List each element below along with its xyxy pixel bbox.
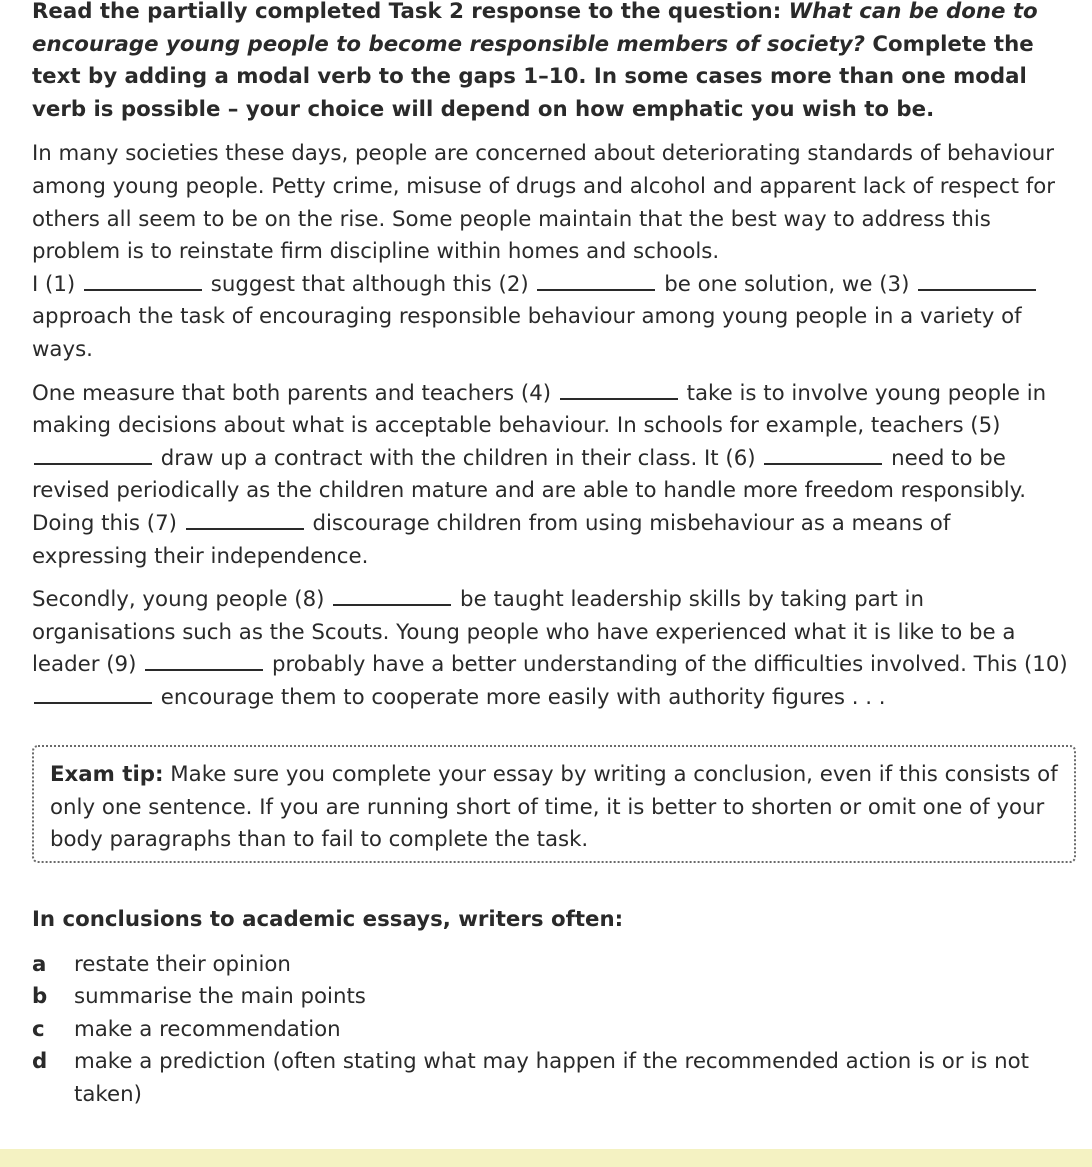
instructions-rest: Complete the text by adding a modal verb to the gaps 1–10. In some cases more than one modal verb is possible – your choice will depend on how emphatic you wish to be. — [32, 31, 1034, 122]
essay-question: What can be done to encourage young people to become responsible members of society? — [32, 0, 1038, 57]
exam-tip-text: Make sure you complete your essay by writing a conclusion, even if this consists of only one sentence. If you are running short of time, it is better to shorten or omit one of your body paragraphs than to fail to complete the task. — [50, 762, 1058, 853]
essay-text: discourage children from using misbehaviour as a means of expressing their independence. — [32, 510, 951, 569]
essay-paragraph-1 — [32, 138, 1072, 366]
item-text: restate their opinion — [74, 951, 291, 977]
item-letter: b — [32, 984, 48, 1010]
list-item — [32, 1046, 1072, 1111]
gap-8[interactable] — [333, 604, 451, 606]
page — [32, 0, 1072, 1107]
gap-5[interactable] — [34, 463, 152, 465]
bottom-color-band — [0, 1149, 1092, 1167]
essay-text: take is to involve young people in making decisions about what is acceptable behaviour. In schools for example, teachers (5) — [32, 380, 1047, 439]
list-item — [32, 1014, 1072, 1047]
essay-text: One measure that both parents and teachers (4) — [32, 380, 552, 406]
gap-6[interactable] — [764, 463, 882, 465]
essay-text: be one solution, we (3) — [664, 271, 910, 297]
item-letter: c — [32, 1016, 45, 1042]
essay-text: be taught leadership skills by taking part in organisations such as the Scouts. Young people who have experienced what it is like to be a leader (9) — [32, 587, 1016, 678]
gap-9[interactable] — [145, 669, 263, 671]
essay-paragraph-3 — [32, 584, 1072, 714]
list-item — [32, 949, 1072, 982]
gap-2[interactable] — [537, 289, 655, 291]
essay-text: draw up a contract with the children in their class. It (6) — [160, 445, 756, 471]
item-letter: a — [32, 951, 47, 977]
gap-1[interactable] — [84, 289, 202, 291]
instructions-lead: Read the partially completed Task 2 response to the question: — [32, 0, 789, 24]
essay-text: approach the task of encouraging responsible behaviour among young people in a variety of ways. — [32, 304, 1022, 362]
gap-10[interactable] — [34, 702, 152, 704]
essay-text: probably have a better understanding of the difficulties involved. This (10) — [271, 652, 1068, 678]
essay-text: suggest that although this (2) — [210, 271, 529, 297]
exam-tip-label: Exam tip: — [50, 762, 164, 787]
essay-text: In many societies these days, people are concerned about deteriorating standards of behaviour among young people. Petty crime, misuse of drugs and alcohol and apparent lack of respect for others all seem to be on the rise. Some people maintain that the best way to address this problem is to reinstate firm discipline within homes and schools. — [32, 141, 1055, 265]
gap-4[interactable] — [560, 398, 678, 400]
essay-text: Secondly, young people (8) — [32, 587, 325, 613]
gap-3[interactable] — [918, 289, 1036, 291]
item-text: make a prediction (often stating what may happen if the recommended action is or is not taken) — [74, 1049, 1029, 1107]
gap-7[interactable] — [186, 528, 304, 530]
conclusion-section — [32, 904, 1072, 1112]
essay-text: need to be revised periodically as the children mature and are able to handle more freedom responsibly. Doing this (7) — [32, 445, 1026, 536]
exam-tip-box — [32, 745, 1076, 863]
item-text: make a recommendation — [74, 1016, 341, 1042]
essay-paragraph-2 — [32, 378, 1072, 574]
item-letter: d — [32, 1049, 48, 1075]
conclusion-heading: In conclusions to academic essays, writers often: — [32, 907, 624, 932]
item-text: summarise the main points — [74, 984, 366, 1010]
essay-text: encourage them to cooperate more easily with authority figures . . . — [160, 684, 886, 710]
essay-text: I (1) — [32, 271, 76, 297]
instructions — [32, 0, 1072, 126]
list-item — [32, 981, 1072, 1014]
